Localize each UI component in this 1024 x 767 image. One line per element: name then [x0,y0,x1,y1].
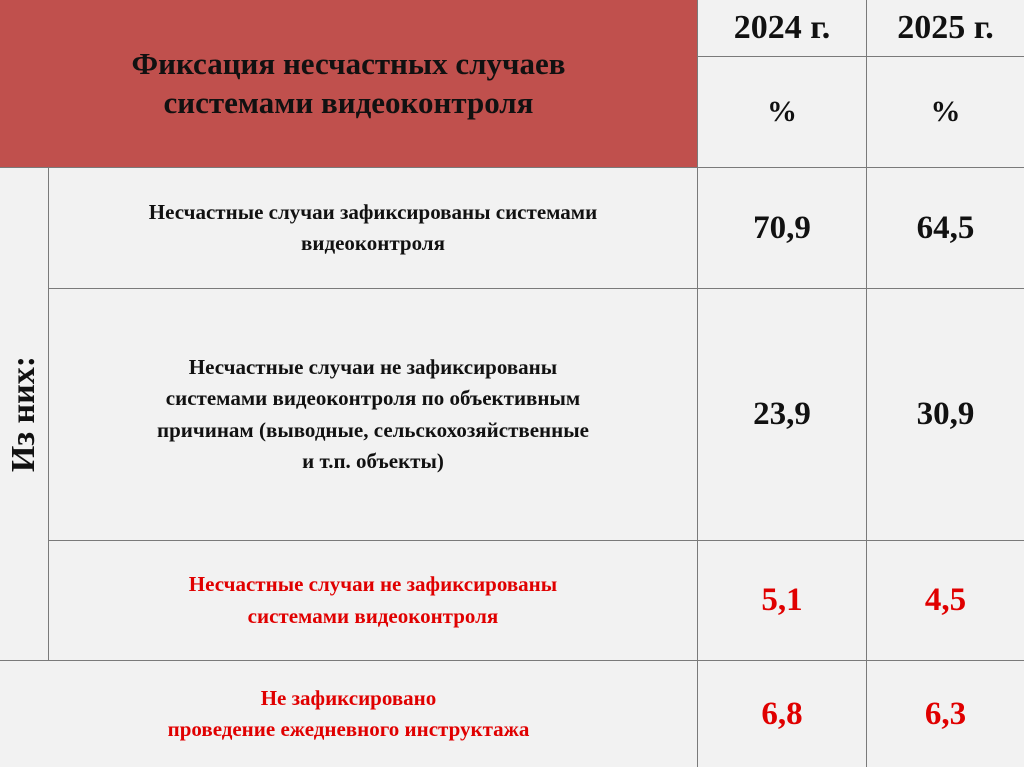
grid-line [697,0,698,767]
row-2-line-3: причинам (выводные, сельскохозяйственные [157,417,589,442]
title-line-1: Фиксация несчастных случаев [131,45,566,81]
header-year-2025: 2025 г. [897,9,994,46]
row-3-value-2024: 5,1 [761,582,803,618]
row-1-value-2024: 70,9 [753,209,811,246]
title-line-2: системами видеоконтроля [163,84,534,120]
row-4-line-1: Не зафиксировано [260,685,437,710]
header-unit-2025: % [930,95,961,128]
table-row-label [0,661,697,767]
row-3-line-1: Несчастные случаи не зафиксированы [188,572,558,596]
grid-line [0,167,1024,168]
row-1-line-1: Несчастные случаи зафиксированы системами [148,199,598,224]
grid-line [48,288,1024,289]
row-4-value-2025: 6,3 [924,695,967,732]
table-row-label [49,168,697,288]
table-row-label [49,289,697,540]
table-row-label [49,541,697,660]
row-4-value-2024: 6,8 [761,695,803,732]
side-label-text: Из них: [5,355,42,473]
header-unit-2024: % [767,95,797,128]
row-2-line-2: системами видеоконтроля по объективным [165,386,581,410]
grid-line [866,0,867,767]
row-1-line-2: видеоконтроля [301,231,445,255]
table-title [0,0,697,167]
row-1-value-2025: 64,5 [916,209,975,246]
row-4-line-2: проведение ежедневного инструктажа [167,717,530,741]
grid-line [48,540,1024,541]
row-2-line-1: Несчастные случаи не зафиксированы [188,354,558,379]
grid-line [697,56,1024,57]
header-year-2024: 2024 г. [733,9,831,46]
row-3-line-2: системами видеоконтроля [247,603,499,628]
side-label [0,168,48,660]
row-2-line-4: и т.п. объекты) [302,449,444,473]
row-2-value-2024: 23,9 [753,396,811,432]
grid-line [48,168,49,660]
row-2-value-2025: 30,9 [916,396,975,432]
grid-line [0,660,1024,661]
row-3-value-2025: 4,5 [924,582,967,618]
